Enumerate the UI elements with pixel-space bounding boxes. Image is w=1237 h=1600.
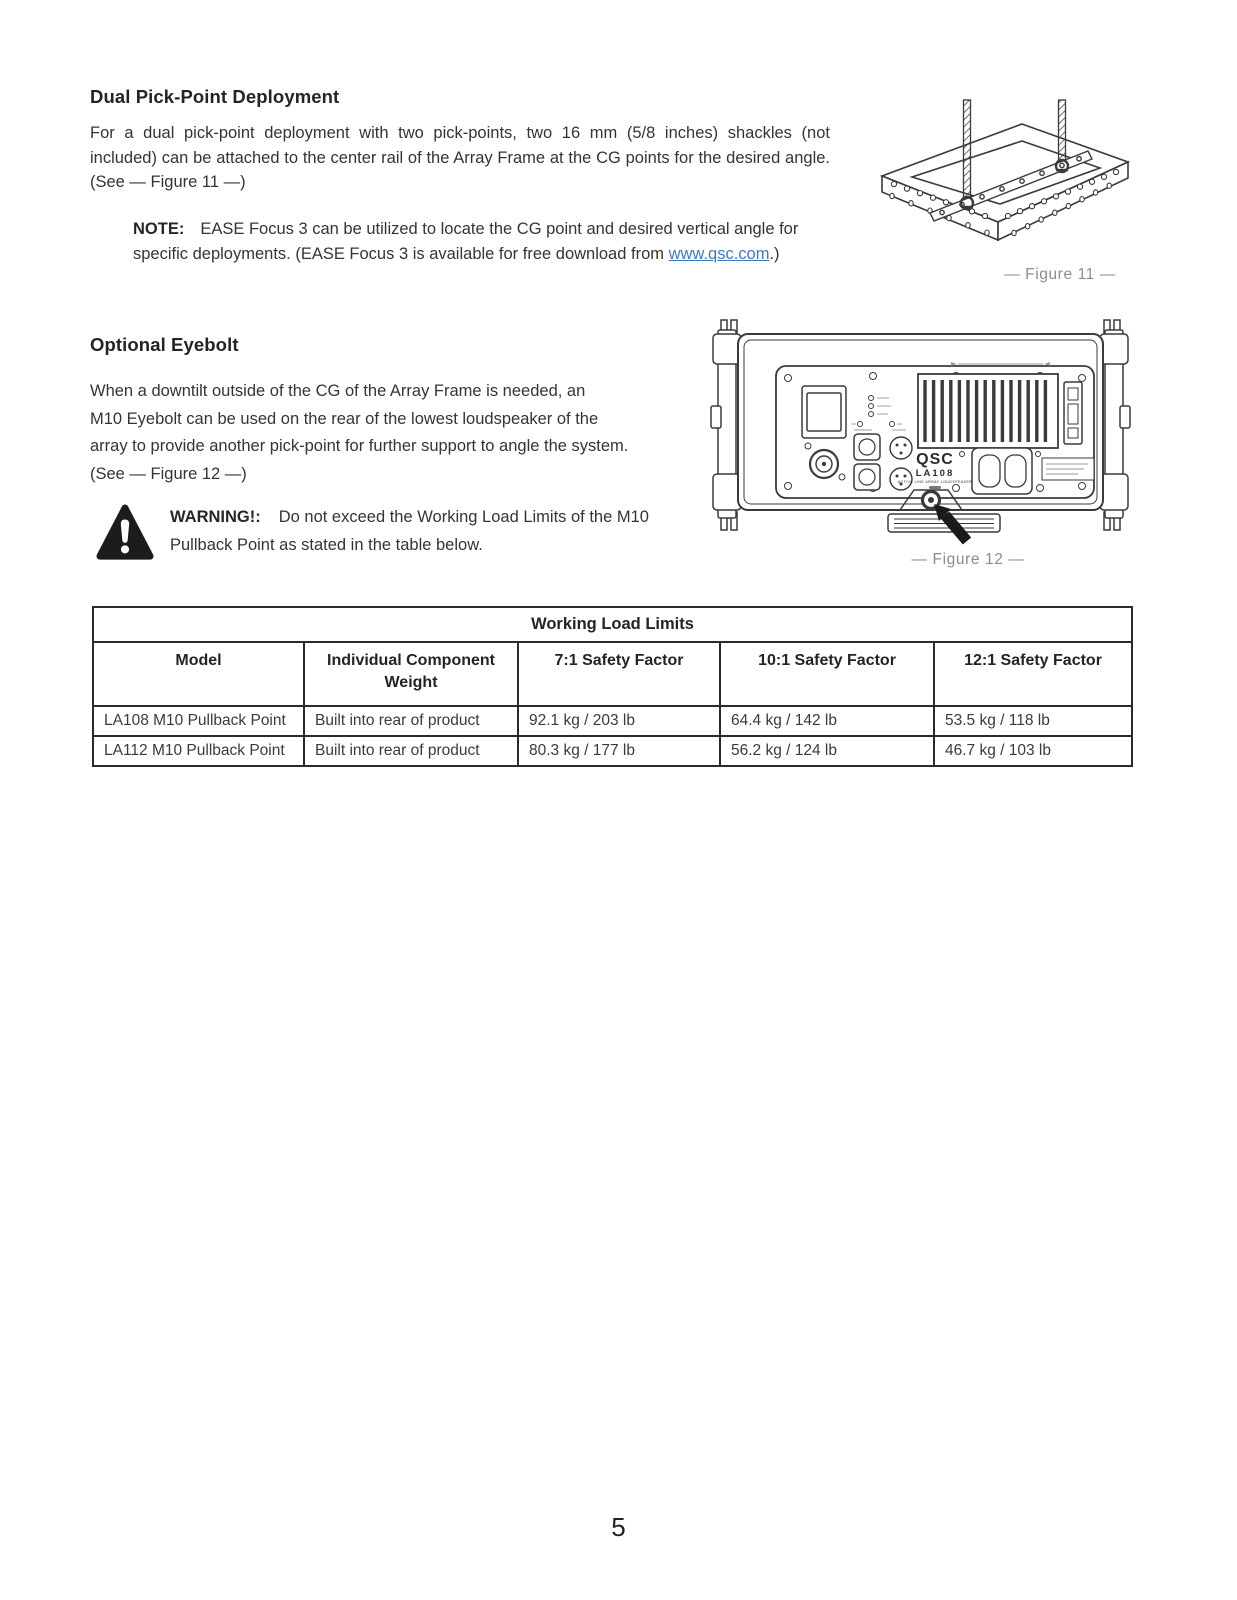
paragraph-line: (See — Figure 12 —) [90,464,247,483]
page-number: 5 [611,1512,626,1542]
table-cell: 92.1 kg / 203 lb [518,706,720,736]
svg-text:LA108: LA108 [915,468,955,479]
power-inlet [960,448,1041,494]
paragraph-line: When a downtilt outside of the CG of the Array Frame is needed, an [90,382,586,400]
table-cell: 80.3 kg / 177 lb [518,736,720,766]
note-text-after-link: .) [769,244,780,263]
warning-block [170,503,655,559]
paragraph-line: M10 Eyebolt can be used on the rear of the lowest loudspeaker of the [90,409,599,428]
svg-text:ACTIVE LINE ARRAY LOUDSPEAKER: ACTIVE LINE ARRAY LOUDSPEAKER [897,480,973,484]
note-label: NOTE: [133,220,185,238]
paragraph-dual-pick-point: For a dual pick-point deployment with two pick-points, two 16 mm (5/8 inches) shackles (not included) can be attached to the center rail of the Array Frame at the CG points for the desired angle. (See — Figure 11 —) [90,124,830,192]
figure-11-illustration [876,94,1134,266]
section-heading-dual-pick-point: Dual Pick-Point Deployment [90,86,340,107]
io-module [1064,382,1082,444]
table-cell: 46.7 kg / 103 lb [934,736,1132,766]
network-connectors [854,430,880,490]
figure-12-illustration [708,318,1133,546]
table-cell: 56.2 kg / 124 lb [720,736,934,766]
table-header-row [93,642,1132,706]
warning-text: Do not exceed the Working Load Limits of the M10 Pullback Point as stated in the table below. [170,508,649,554]
table-cell: Built into rear of product [304,706,518,736]
table-title-row [93,607,1132,642]
column-header-model: Model [93,642,304,706]
table-cell: Built into rear of product [304,736,518,766]
table-cell: 64.4 kg / 142 lb [720,706,934,736]
note-text: EASE Focus 3 can be utilized to locate the CG point and desired vertical angle for specific deployments. (EASE Focus 3 is available for free download from [133,220,799,263]
figure-11-caption: — Figure 11 — [1004,266,1116,283]
rigging-rail-right [1100,320,1130,530]
column-header-7-1: 7:1 Safety Factor [518,642,720,706]
safety-label [1042,458,1094,480]
figure-12-caption: — Figure 12 — [911,551,1025,568]
paragraph-optional-eyebolt [90,378,628,488]
paragraph-line: array to provide another pick-point for further support to angle the system. [90,437,629,455]
table-cell: 53.5 kg / 118 lb [934,706,1132,736]
warning-label: WARNING!: [170,508,261,526]
qsc-website-link[interactable]: www.qsc.com [668,244,770,263]
column-header-12-1: 12:1 Safety Factor [934,642,1132,706]
table-cell: LA112 M10 Pullback Point [93,736,304,766]
svg-text:QSC: QSC [916,451,954,468]
rigging-rail-left [711,320,741,530]
display-screen [802,386,846,438]
table-row-la112 [93,736,1132,766]
column-header-10-1: 10:1 Safety Factor [720,642,934,706]
table-cell: LA108 M10 Pullback Point [93,706,304,736]
table-row-la108 [93,706,1132,736]
heatsink-grille [918,362,1058,448]
column-header-component-weight: Individual Component Weight [304,642,518,706]
table-title: Working Load Limits [93,607,1132,642]
working-load-limits-table [92,606,1133,767]
note-block [133,217,833,267]
warning-triangle-icon [96,502,154,564]
section-heading-optional-eyebolt: Optional Eyebolt [90,334,239,355]
